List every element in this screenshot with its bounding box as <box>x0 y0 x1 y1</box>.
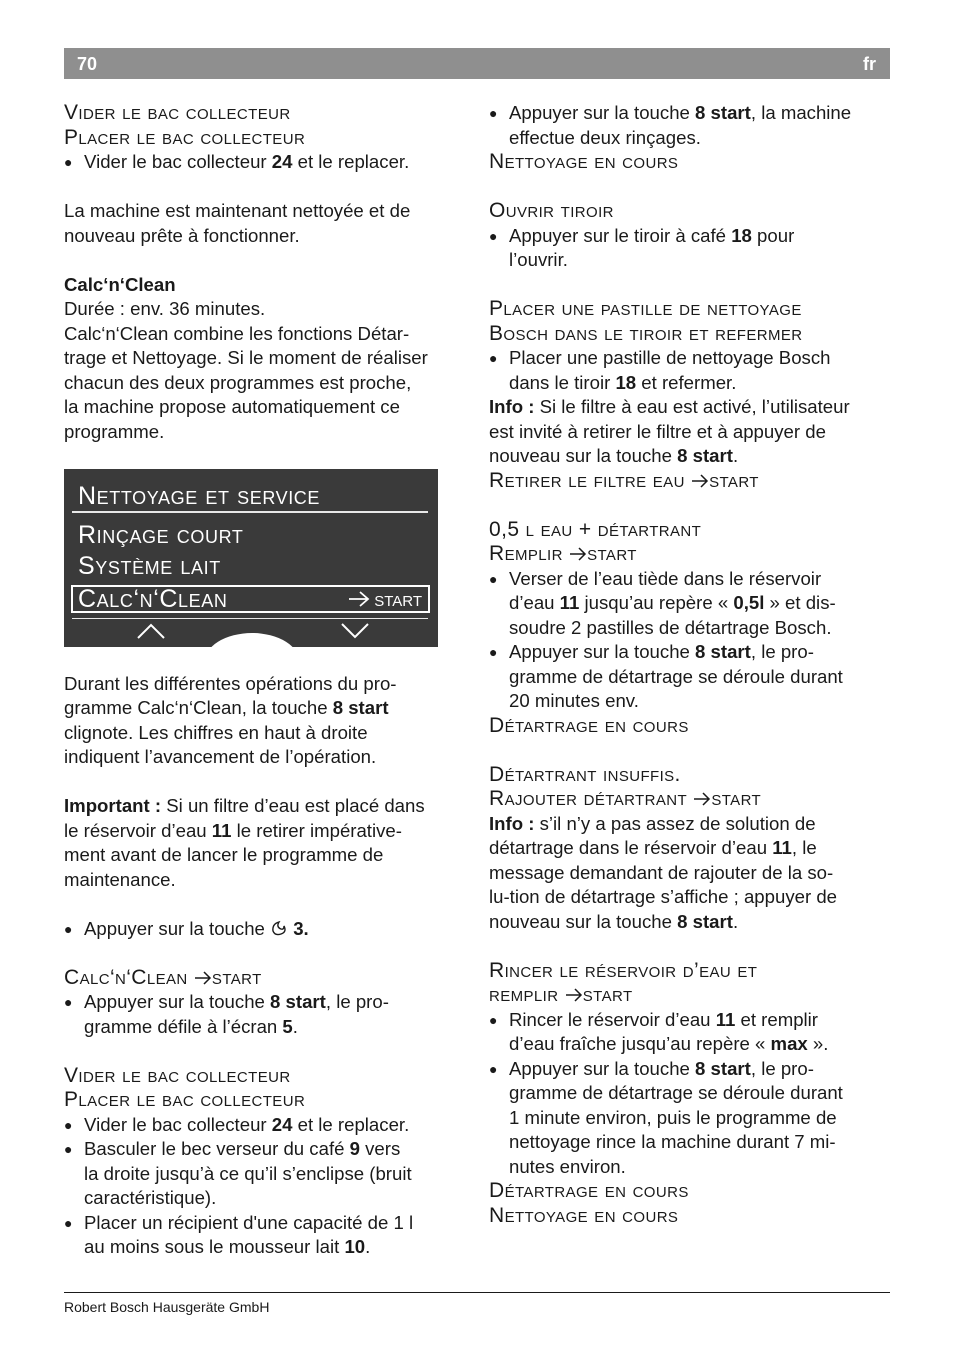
display-message: Détartrage en cours <box>489 1179 689 1202</box>
display-message: Rincer le réservoir d’eau et <box>489 958 758 982</box>
rotary-knob <box>204 633 300 647</box>
display-menu-item: Système lait <box>78 552 221 580</box>
chevron-down-icon <box>340 622 370 640</box>
display-selected-item <box>71 585 430 613</box>
arrow-right-icon <box>565 988 583 1002</box>
cleaning-care-icon <box>270 919 288 937</box>
arrow-right-icon <box>693 792 711 806</box>
during-paragraph: Durant les différentes opérations du pro- gramme Calc‘n‘Clean, la touche 8 start clignote. Les chiffres en haut à droite indiquent l’avancement de l’opération. <box>64 672 397 767</box>
list-item: ● Appuyer sur la touche 8 start, le pro- gramme de détartrage se déroule durant 20 minutes env. <box>489 640 894 714</box>
list-item: ● Rincer le réservoir d’eau 11 et remplir d’eau fraîche jusqu’au repère « max ». <box>489 1008 894 1057</box>
page-number: 70 <box>77 54 98 74</box>
list-item: ● Appuyer sur la touche 8 start, le pro- gramme de détartrage se déroule durant 1 minute environ, puis le programme de nettoyage rince la machine durant 7 mi- nutes environ. <box>489 1057 894 1180</box>
display-message: Ouvrir tiroir <box>489 199 614 222</box>
display-message: Retirer le filtre eau start <box>489 468 759 492</box>
machine-display <box>64 469 438 647</box>
list-item: ● Vider le bac collecteur 24 et le replacer. <box>64 150 464 175</box>
display-message: 0,5 l eau + détartrant <box>489 517 702 541</box>
display-message: Calc‘n‘Clean start <box>64 965 262 989</box>
calc-description: Calc‘n‘Clean combine les fonctions Détar- trage et Nettoyage. Si le moment de réaliser chacun des deux programmes est proche, la machine propose automatiquement ce programme. <box>64 322 428 442</box>
list-item: ● Placer un récipient d'une capacité de 1 l au moins sous le mousseur lait 10. <box>64 1211 464 1260</box>
arrow-right-icon <box>691 474 709 488</box>
display-start-action: start <box>348 587 422 611</box>
display-message: Bosch dans le tiroir et refermer <box>489 321 803 345</box>
display-message: Détartrage en cours <box>489 713 689 737</box>
right-column <box>489 101 894 1228</box>
display-message: Placer le bac collecteur <box>64 1088 306 1111</box>
list-item: ● Verser de l’eau tiède dans le réservoir d’eau 11 jusqu’au repère « 0,5l » et dis- soudre 2 pastilles de détartrage Bosch. <box>489 567 894 641</box>
page-header <box>64 48 890 79</box>
arrow-right-icon <box>569 547 587 561</box>
display-menu-item: Rinçage court <box>78 521 244 549</box>
duration-text: Durée : env. 36 minutes. <box>64 298 266 319</box>
important-paragraph: Important : Si un filtre d’eau est placé dans le réservoir d’eau 11 le retirer impérative- ment avant de lancer le programme de maintenance. <box>64 795 425 890</box>
list-item: ● Basculer le bec verseur du café 9 vers la droite jusqu’à ce qu’il s’enclipse (bruit caractéristique). <box>64 1137 464 1211</box>
list-item: ● Appuyer sur le tiroir à café 18 pour l’ouvrir. <box>489 224 894 273</box>
footer-divider <box>64 1292 890 1293</box>
section-title: Calc‘n‘Clean <box>64 273 176 295</box>
list-item: ● Placer une pastille de nettoyage Bosch dans le tiroir 18 et refermer. <box>489 346 894 395</box>
display-message: Placer une pastille de nettoyage <box>489 297 802 320</box>
list-item: ● Appuyer sur la touche 3. <box>64 917 464 942</box>
info-paragraph: Info : Si le filtre à eau est activé, l’utilisateur est invité à retirer le filtre et à appuyer de nouveau sur la touche 8 start. <box>489 396 850 466</box>
display-message: Vider le bac collecteur <box>64 101 291 124</box>
display-message: Nettoyage en cours <box>489 150 679 173</box>
arrow-right-icon <box>194 971 212 985</box>
display-menu-item: Calc‘n‘Clean <box>78 585 228 613</box>
display-message: Détartrant insuffis. <box>489 762 681 786</box>
display-message: Rajouter détartrant start <box>489 787 762 810</box>
display-message: Vider le bac collecteur <box>64 1063 291 1087</box>
arrow-right-icon <box>348 591 370 607</box>
chevron-up-icon <box>136 622 166 640</box>
display-title: Nettoyage et service <box>78 482 320 510</box>
list-item: ● Appuyer sur la touche 8 start, le pro- gramme défile à l’écran 5. <box>64 990 464 1039</box>
display-message: Remplir start <box>489 542 637 565</box>
display-message: Placer le bac collecteur <box>64 125 306 149</box>
display-divider <box>72 618 428 619</box>
list-item: ● Vider le bac collecteur 24 et le replacer. <box>64 1113 464 1138</box>
language-code: fr <box>863 54 876 74</box>
display-message: remplir start <box>489 983 633 1006</box>
left-column <box>64 101 464 1260</box>
ready-paragraph: La machine est maintenant nettoyée et de nouveau prête à fonctionner. <box>64 200 411 246</box>
list-item: ● Appuyer sur la touche 8 start, la machine effectue deux rinçages. <box>489 101 894 150</box>
display-message: Nettoyage en cours <box>489 1203 679 1227</box>
display-divider <box>72 511 428 513</box>
info-paragraph: Info : s’il n’y a pas assez de solution de détartrage dans le réservoir d’eau 11, le message demandant de rajouter de la so- lu-tion de détartrage s’affiche ; appuyer de nouveau sur la touche 8 start. <box>489 812 837 932</box>
footer-company: Robert Bosch Hausgeräte GmbH <box>64 1299 270 1315</box>
